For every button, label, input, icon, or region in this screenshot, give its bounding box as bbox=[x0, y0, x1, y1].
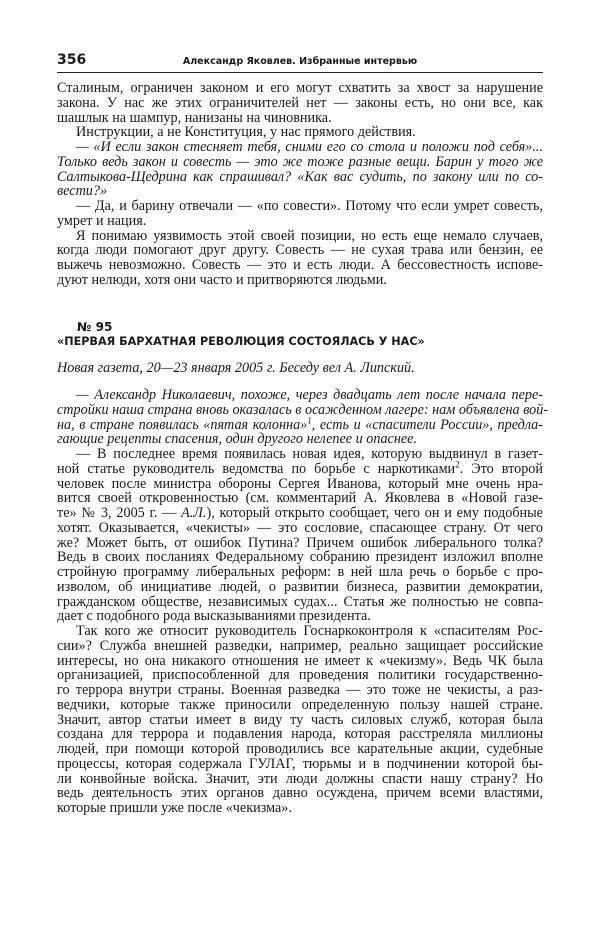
text-line bbox=[57, 698, 543, 713]
line-text: Инструкции, а не Конституция, у нас прямого действия. bbox=[76, 124, 416, 141]
line-text: ной статье руководитель ведомства по борьбе с наркотиками bbox=[57, 460, 456, 477]
line-text: ведчики, которые также приносили определенную пользу нашей стране. bbox=[57, 696, 543, 713]
text-line bbox=[57, 155, 543, 170]
text-line bbox=[57, 140, 543, 155]
line-text: — Александр Николаевич, похоже, через двадцать лет после начала пере- bbox=[76, 387, 543, 403]
text-line bbox=[57, 170, 543, 185]
running-title: Александр Яковлев. Избранные интервью bbox=[182, 56, 418, 67]
line-text-rest: , есть и «спасители России», предла- bbox=[311, 416, 543, 433]
line-text: те» № 3, 2005 г. — bbox=[57, 505, 182, 521]
text-line bbox=[57, 580, 543, 595]
article-title: «ПЕРВАЯ БАРХАТНАЯ РЕВОЛЮЦИЯ СОСТОЯЛАСЬ У НАС» bbox=[57, 335, 425, 348]
line-text: когда люди помогают друг другу. Совесть — не сухая трава или бензин, ее bbox=[57, 242, 543, 259]
article-source: Новая газета, 20—23 января 2005 г. Беседу вел А. Липский. bbox=[57, 360, 415, 376]
footnote-marker: 1 bbox=[307, 414, 312, 425]
text-line bbox=[57, 414, 543, 433]
line-text: стройную программу либеральных реформ: в ней шла речь о борьбе с про- bbox=[57, 564, 543, 580]
text-line bbox=[57, 81, 543, 96]
line-text: закона. У нас же этих ограничителей нет — законы есть, но они все, как bbox=[57, 94, 543, 111]
line-text: вести?» bbox=[57, 183, 108, 200]
line-text: Я понимаю уязвимость этой своей позиции, но есть еще немало случаев, bbox=[76, 227, 543, 244]
text-line bbox=[57, 624, 543, 639]
text-line bbox=[57, 801, 543, 816]
text-line bbox=[57, 125, 543, 140]
line-text: — Да, и барину отвечали — «по совести». Потому что если умрет совесть, bbox=[76, 198, 543, 214]
text-line bbox=[57, 550, 543, 565]
text-line bbox=[57, 258, 543, 273]
text-line bbox=[57, 742, 543, 757]
line-text: хотят. Оказывается, «чекисты» — это сословие, спасающее страну. От чего bbox=[57, 519, 543, 536]
text-line bbox=[57, 96, 543, 111]
line-text: гражданском обществе, независимых судах... Статья же полностью не совпа- bbox=[57, 593, 543, 610]
text-line bbox=[57, 757, 543, 772]
line-text: процессы, которая содержала ГУЛАГ, тюрьмы и в подчинении которой бы- bbox=[57, 755, 543, 772]
line-text: же? Может быть, от ошибок Путина? Причем ошибок либерального толка? bbox=[57, 534, 543, 551]
text-line bbox=[57, 388, 543, 403]
text-line bbox=[57, 199, 543, 214]
line-text: Только ведь закон и совесть — это же тоже разные вещи. Барин у того же bbox=[57, 153, 543, 170]
text-line bbox=[57, 609, 543, 624]
line-text: на, в стране появилась «пятая колонна» bbox=[57, 416, 308, 433]
line-text: Значит, автор статьи имеет в виду ту часть силовых служб, которая была bbox=[57, 711, 543, 728]
text-line bbox=[57, 491, 543, 506]
text-line bbox=[57, 654, 543, 669]
text-line bbox=[57, 713, 543, 728]
text-line bbox=[57, 459, 543, 477]
line-text-rest: . Это второй bbox=[459, 460, 543, 477]
line-text: интересы, но она никакого отношения не имеет к «чекизму». Ведь ЧК была bbox=[57, 652, 543, 669]
line-text-rest: ), который открыто сообщает, чего он и ему подобные bbox=[206, 505, 543, 521]
italic-initials: А.Л. bbox=[181, 505, 207, 521]
footnote-marker: 2 bbox=[455, 459, 460, 470]
text-line bbox=[57, 786, 543, 801]
running-header bbox=[57, 52, 543, 73]
text-line bbox=[57, 243, 543, 258]
text-line bbox=[57, 229, 543, 244]
line-text: которые пришли уже после «чекизма». bbox=[57, 800, 292, 816]
line-text: дуют нелюди, хотя они часто и притворяются людьми. bbox=[57, 271, 387, 288]
text-line bbox=[57, 536, 543, 551]
text-line bbox=[57, 432, 543, 447]
line-text: людей, при помощи которой проводились все карательные акции, судебные bbox=[57, 741, 543, 757]
line-text: сии»? Служба внешней разведки, например, реально защищает российские bbox=[57, 637, 543, 654]
text-line bbox=[57, 639, 543, 654]
line-text: выжечь невозможно. Совесть — это и есть люди. А бессовестность испове- bbox=[57, 257, 543, 273]
article-body bbox=[57, 387, 549, 816]
text-line bbox=[57, 401, 549, 418]
text-line bbox=[57, 727, 543, 742]
text-line bbox=[57, 111, 543, 126]
text-line bbox=[57, 447, 543, 462]
line-text: Сталиным, ограничен законом и его могут схватить за хвост за нарушение bbox=[57, 80, 543, 96]
line-text: гающие рецепты спасения, один другого нелепее и опаснее. bbox=[57, 431, 418, 448]
text-line bbox=[57, 595, 543, 610]
line-text: человек после министра обороны Сергея Иванова, который мне очень нра- bbox=[57, 475, 543, 492]
line-text: — «И если закон стесняет тебя, сними его со стола и положи под себя»... bbox=[76, 139, 543, 155]
line-text: шашлык на шампур, нанизаны на чиновника. bbox=[57, 109, 332, 126]
text-line bbox=[57, 184, 543, 199]
line-text: ведь деятельность этих органов давно осуждена, причем всеми властями, bbox=[57, 785, 543, 802]
text-line bbox=[57, 273, 543, 288]
line-text: умрет и нация. bbox=[57, 212, 147, 229]
line-text: го террора внутри страны. Военная разведка — это тоже не чекисты, а раз- bbox=[57, 682, 543, 698]
text-line bbox=[57, 668, 543, 683]
text-line bbox=[57, 683, 543, 698]
article-number: № 95 bbox=[77, 320, 113, 334]
line-text: изволом, об инициативе людей, о развитии бизнеса, развитии демократии, bbox=[57, 578, 543, 595]
line-text: ли конвойные войска. Значит, эти люди должны спасти нашу страну? Но bbox=[57, 770, 543, 787]
text-line bbox=[57, 772, 543, 787]
text-block-continued bbox=[57, 81, 543, 288]
page-number: 356 bbox=[57, 52, 87, 68]
text-line bbox=[57, 565, 543, 580]
line-text: вится своей откровенностью (см. комментарий А. Яковлева в «Новой газе- bbox=[57, 490, 543, 507]
text-line bbox=[57, 521, 543, 536]
line-text: Салтыкова-Щедрина как спрашивал? «Как вас судить, по закону или по со- bbox=[57, 168, 543, 185]
line-text: организацией, приспособленной для проведения политики государственно- bbox=[57, 667, 543, 684]
line-text: стройки наша страна вновь оказалась в осажденном лагере: нам объявлена вой- bbox=[57, 401, 549, 418]
text-line bbox=[57, 477, 543, 492]
line-text: — В последнее время появилась новая идея, которую выдвинул в газет- bbox=[76, 446, 543, 462]
text-line bbox=[57, 214, 543, 229]
line-text: Так кого же относит руководитель Госнаркоконтроля к «спасителям Рос- bbox=[76, 623, 543, 639]
line-text: Ведь в своих посланиях Федеральному собранию президент изложил вполне bbox=[57, 549, 543, 566]
line-text: создана для террора и подавления народа, которая расстреляла миллионы bbox=[57, 726, 543, 743]
text-line bbox=[57, 506, 543, 521]
line-text: дает с подобного рода высказываниями президента. bbox=[57, 608, 371, 625]
